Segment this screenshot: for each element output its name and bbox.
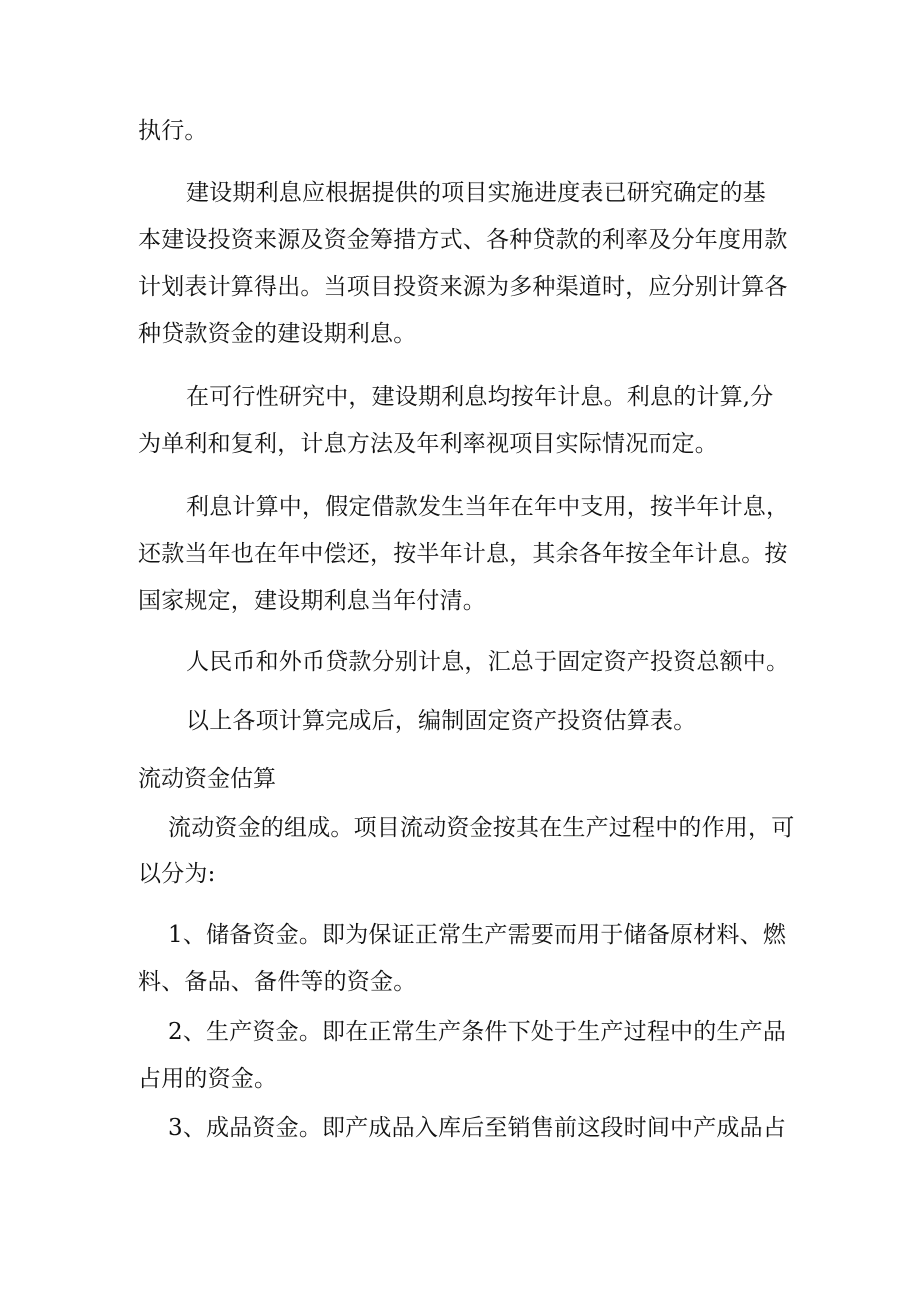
text-line: 3、成品资金。即产成品入库后至销售前这段时间中产成品占 bbox=[168, 1115, 787, 1141]
text-line: 以分为: bbox=[138, 861, 216, 887]
text-line: 2、生产资金。即在正常生产条件下处于生产过程中的生产品 bbox=[168, 1019, 787, 1045]
text-line: 种贷款资金的建设期利息。 bbox=[138, 321, 417, 347]
text-line: 为单利和复利，计息方法及年利率视项目实际情况而定。 bbox=[138, 431, 718, 457]
text-line: 利息计算中，假定借款发生当年在年中支用，按半年计息， bbox=[186, 494, 790, 520]
section-heading: 流动资金估算 bbox=[138, 766, 276, 792]
text-line: 以上各项计算完成后，编制固定资产投资估算表。 bbox=[186, 708, 697, 734]
text-line: 本建设投资来源及资金筹措方式、各种贷款的利率及分年度用款 bbox=[138, 227, 788, 253]
text-line: 计划表计算得出。当项目投资来源为多种渠道时，应分别计算各 bbox=[138, 274, 788, 300]
text-line: 1、储备资金。即为保证正常生产需要而用于储备原材料、燃 bbox=[168, 922, 787, 948]
text-line: 建设期利息应根据提供的项目实施进度表已研究确定的基 bbox=[186, 180, 766, 206]
text-line: 执行。 bbox=[138, 118, 208, 144]
text-line: 料、备品、备件等的资金。 bbox=[138, 969, 417, 995]
text-line: 在可行性研究中，建设期利息均按年计息。利息的计算,分 bbox=[186, 384, 774, 410]
text-line: 还款当年也在年中偿还，按半年计息，其余各年按全年计息。按 bbox=[138, 541, 788, 567]
text-line: 人民币和外币贷款分别计息，汇总于固定资产投资总额中。 bbox=[186, 649, 790, 675]
text-line: 占用的资金。 bbox=[138, 1066, 278, 1092]
text-line: 流动资金的组成。项目流动资金按其在生产过程中的作用，可 bbox=[168, 815, 795, 841]
text-line: 国家规定，建设期利息当年付清。 bbox=[138, 588, 486, 614]
